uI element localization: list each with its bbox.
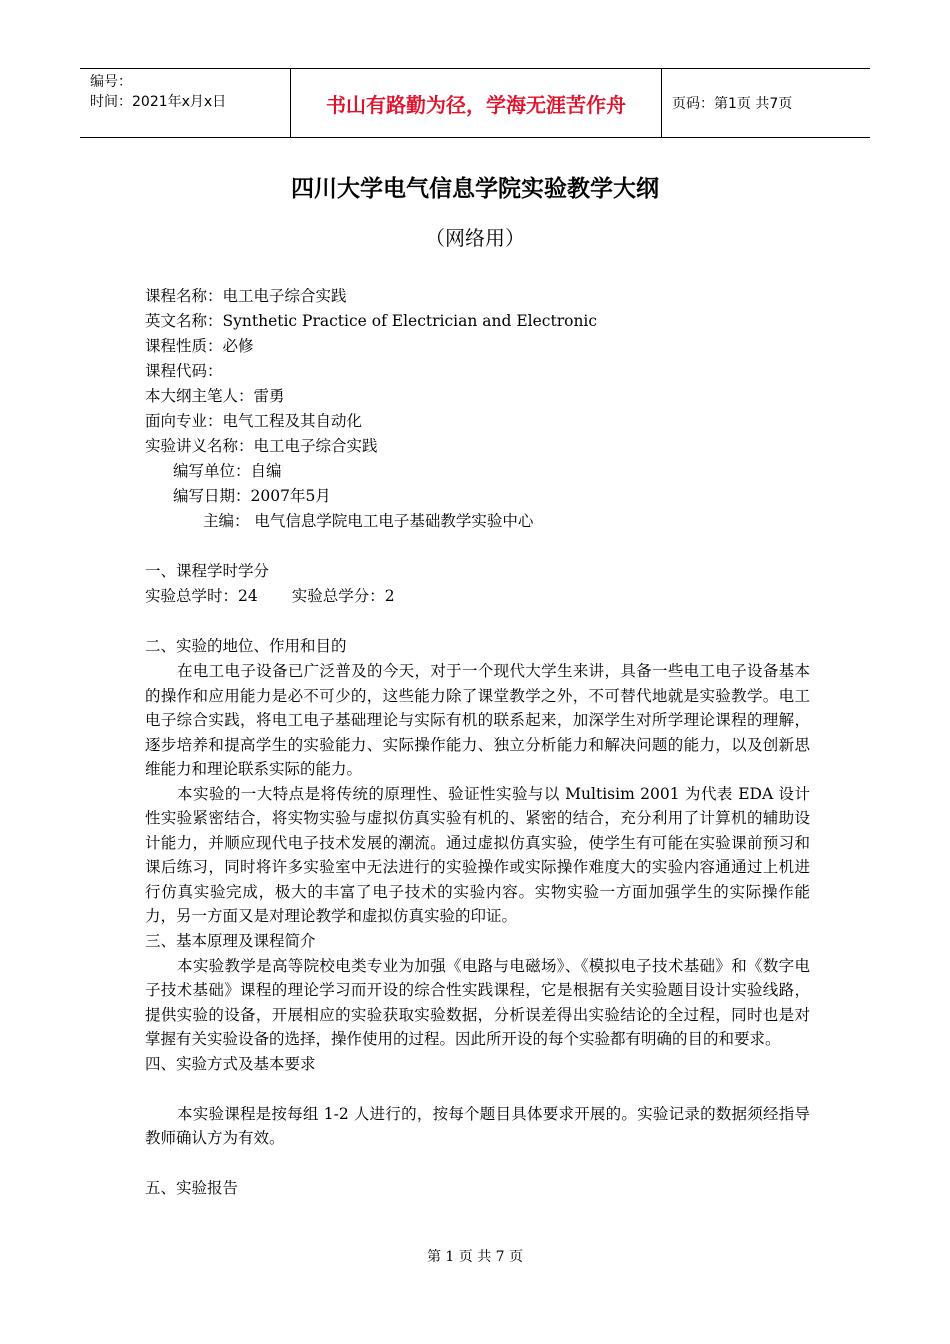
document-body <box>145 284 810 1201</box>
spacer <box>145 1151 810 1176</box>
header-motto-cell <box>291 69 662 137</box>
motto-text: 书山有路勤为径，学海无涯苦作舟 <box>326 92 626 117</box>
section-1-content <box>145 584 810 609</box>
spacer <box>145 534 810 559</box>
number-label: 编号： <box>90 74 132 90</box>
page-footer: 第 1 页 共 7 页 <box>426 1249 524 1265</box>
section-2-paragraph-1: 在电工电子设备已广泛普及的今天，对于一个现代大学生来讲，具备一些电工电子设备基本的操作和应用能力是必不可少的，这些能力除了课堂教学之外，不可替代地就是实验教学。电工电子综合实践，将电工电子基础理论与实际有机的联系起来，加深学生对所学理论课程的理解，逐步培养和提高学生的实验能力、实际操作能力、独立分析能力和解决问题的能力，以及创新思维能力和理论联系实际的能力。 <box>145 662 810 778</box>
handout-name: 实验讲义名称：电工电子综合实践 <box>145 437 378 455</box>
target-major: 面向专业：电气工程及其自动化 <box>145 412 363 430</box>
header-left-cell <box>80 69 291 137</box>
section-3-heading: 三、基本原理及课程简介 <box>145 931 316 950</box>
section-4-paragraph-1: 本实验课程是按每组 1-2 人进行的，按每个题目具体要求开展的。实验记录的数据须经指导教师确认方为有效。 <box>145 1104 810 1147</box>
course-code: 课程代码： <box>145 362 223 380</box>
course-name: 课程名称：电工电子综合实践 <box>145 287 347 305</box>
section-4-heading: 四、实验方式及基本要求 <box>145 1054 316 1073</box>
spacer <box>145 609 810 634</box>
document-title: 四川大学电气信息学院实验教学大纲 <box>291 176 659 202</box>
section-1-heading: 一、课程学时学分 <box>145 562 270 580</box>
header-table <box>80 68 870 138</box>
document-subtitle: （网络用） <box>425 226 525 250</box>
total-credits: 实验总学分：2 <box>291 587 395 605</box>
outline-author: 本大纲主笔人：雷勇 <box>145 387 285 405</box>
section-2-paragraph-2: 本实验的一大特点是将传统的原理性、验证性实验与以 Multisim 2001 为代表 EDA 设计性实验紧密结合，将实物实验与虚拟仿真实验有机的、紧密的结合，充分利用了计算机的辅助设计能力，并顺应现代电子技术发展的潮流。通过虚拟仿真实验，使学生有可能在实验课前预习和课后练习，同时将许多实验室中无法进行的实验操作或实际操作难度大的实验内容通通过上机进行仿真实验完成，极大的丰富了电子技术的实验内容。实物实验一方面加强学生的实际操作能力，另一方面又是对理论教学和虚拟仿真实验的印证。 <box>145 784 810 925</box>
header-page-cell <box>662 69 870 137</box>
chief-editor: 主编： 电气信息学院电工电子基础教学实验中心 <box>203 512 534 530</box>
time-label: 时间：2021年x月x日 <box>90 94 227 110</box>
total-hours: 实验总学时：24 <box>145 587 258 605</box>
spacer <box>145 1077 810 1102</box>
course-nature: 课程性质：必修 <box>145 337 254 355</box>
page-label: 页码：第1页 共7页 <box>672 96 793 112</box>
section-5-heading: 五、实验报告 <box>145 1178 239 1197</box>
compile-date: 编写日期：2007年5月 <box>173 487 331 505</box>
compile-unit: 编写单位：自编 <box>173 462 282 480</box>
english-name: 英文名称：Synthetic Practice of Electrician and Electronic <box>145 312 598 330</box>
section-3-paragraph-1: 本实验教学是高等院校电类专业为加强《电路与电磁场》、《模拟电子技术基础》和《数字电子技术基础》课程的理论学习而开设的综合性实践课程，它是根据有关实验题目设计实验线路，提供实验的设备，开展相应的实验获取实验数据，分析误差得出实验结论的全过程，同时也是对掌握有关实验设备的选择，操作使用的过程。因此所开设的每个实验都有明确的目的和要求。 <box>145 956 810 1048</box>
section-2-heading: 二、实验的地位、作用和目的 <box>145 637 347 655</box>
